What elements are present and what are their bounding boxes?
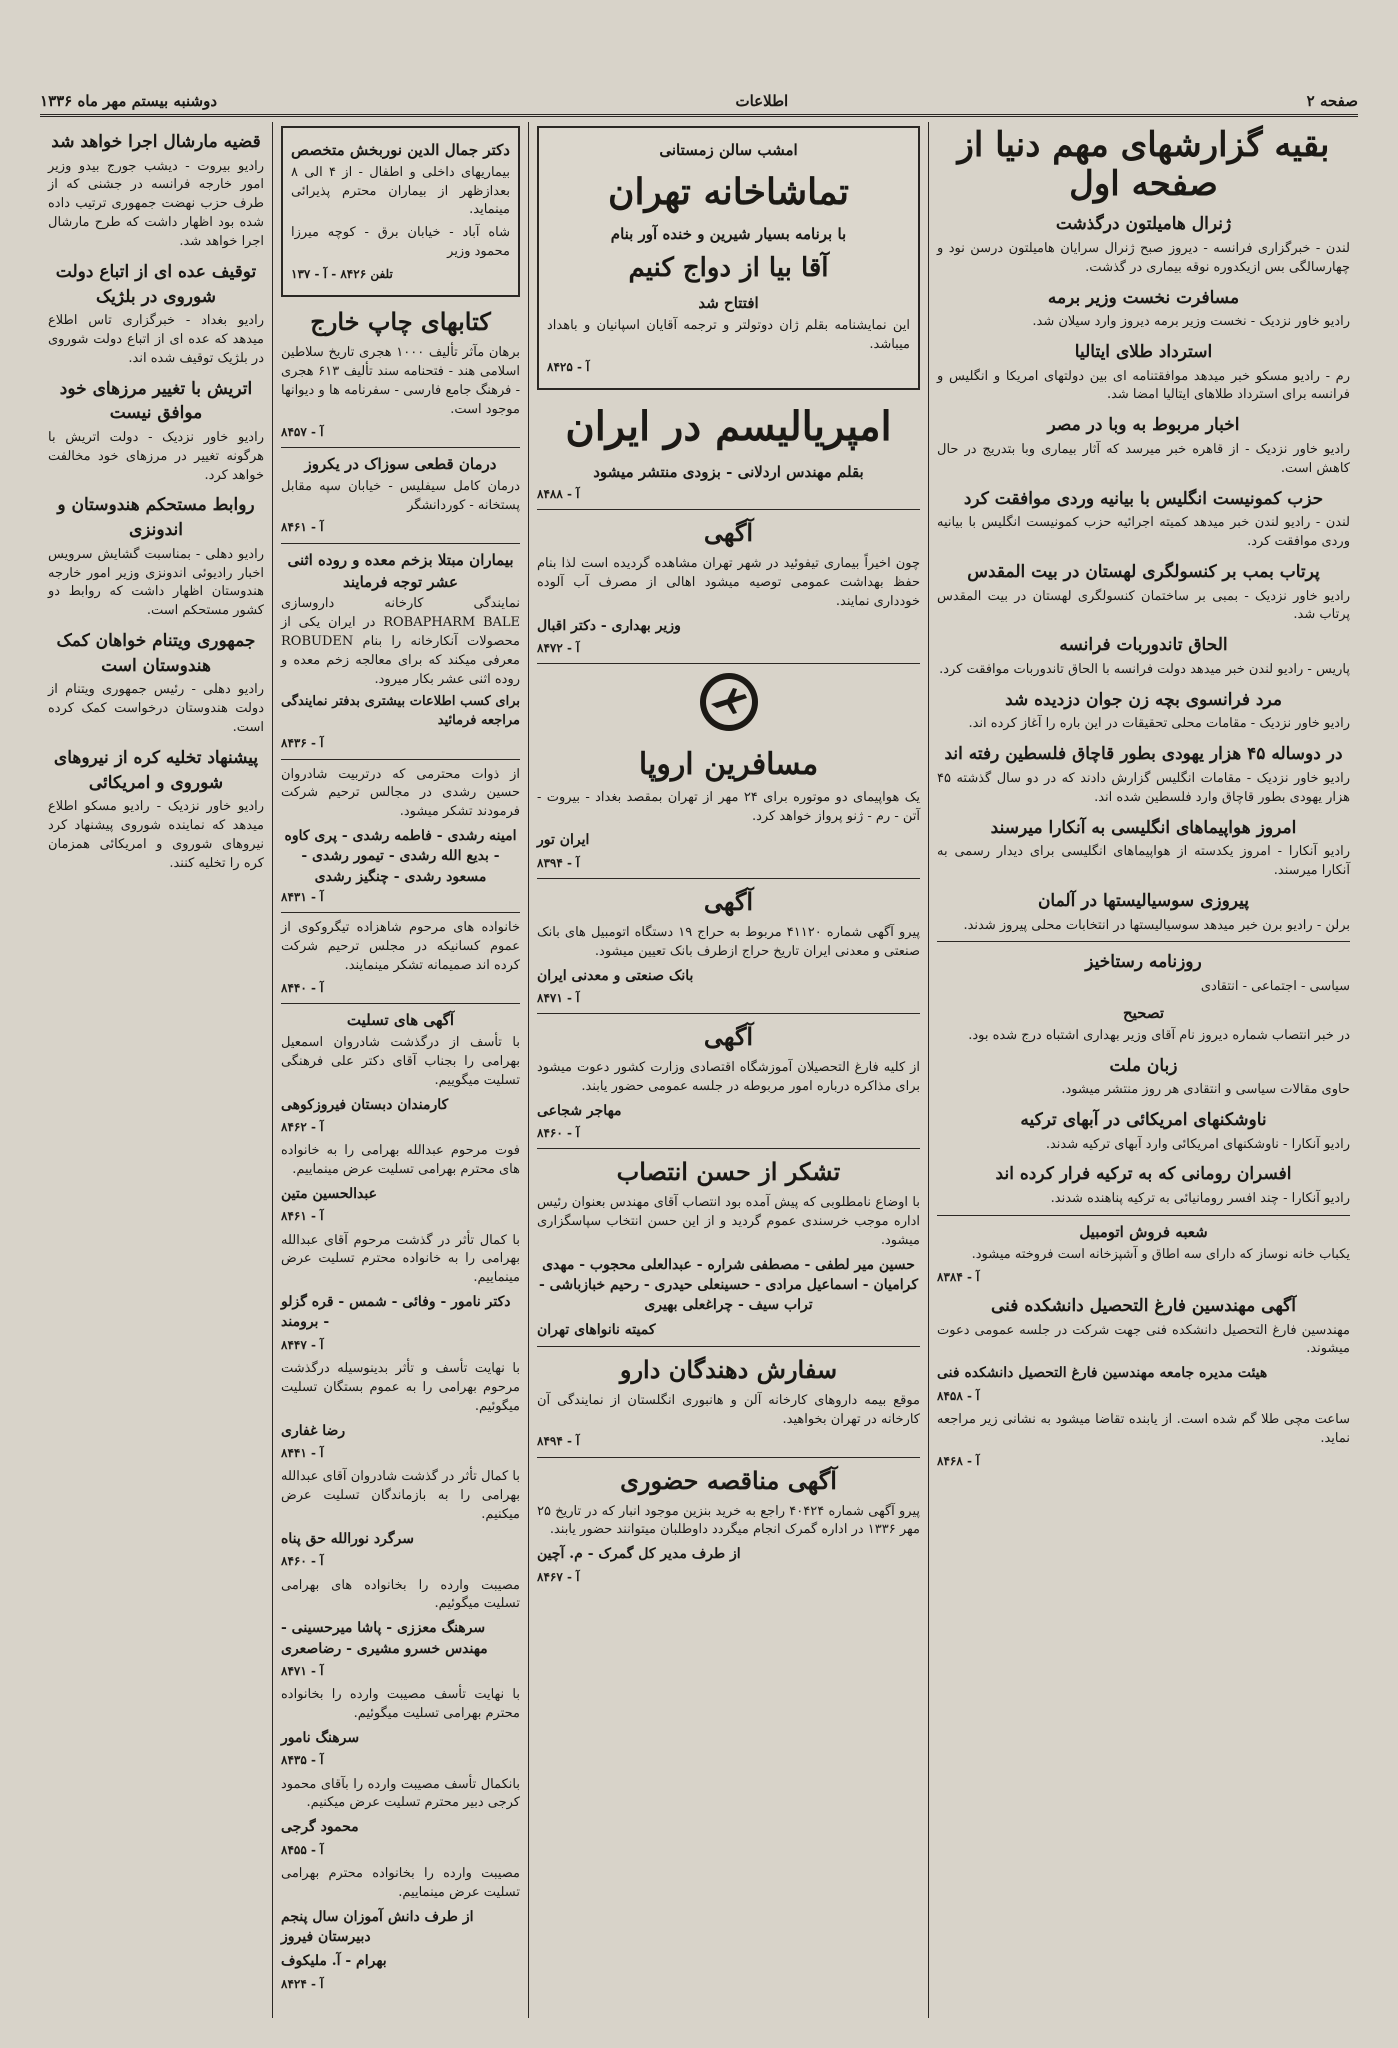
article-title: جمهوری ویتنام خواهان کمک هندوستان است [56,631,256,676]
article-text: لندن - رادیو لندن خبر میدهد کمیته اجرائیه حزب کمونیست انگلیس با بیانیه وردی موافقت کرد. [937,515,1350,550]
article-title: حزب کمونیست انگلیس با بیانیه وردی موافقت کرد [963,488,1324,509]
condolence-text: با نهایت تأسف و تأثر بدینوسیله درگذشت مرحوم بهرامی را به عموم بستگان تسلیت میگوئیم. [281,1361,520,1414]
ad-code: آ - ۸۴۷۱ [537,990,580,1005]
condolence-text: با کمال تأثر در گذشت شادروان آقای عبدالله بهرامی را به بازماندگان تسلیت عرض میکنیم. [281,1469,520,1523]
article-title: پرتاب بمب بر کنسولگری لهستان در بیت المقدس [967,561,1320,582]
divider [537,1013,920,1014]
divider [537,878,920,879]
condolence-signature: رضا غفاری [281,1422,346,1439]
ad-signature: هیئت مدیره جامعه مهندسین فارغ التحصیل دانشکده فنی [937,1365,1268,1382]
article-text: رادیو خاور نزدیک - رادیو مسکو اطلاع میدهد که نماینده شوروی پیشنهاد کرد نیروهای شوروی و امریکائی همزمان کره را تخلیه کنند. [48,799,264,871]
airline-signature: ایران تور [537,832,590,849]
article-text: رادیو خاور نزدیک - مقامات محلی تحقیقات در این باره را آغاز کرده اند. [968,716,1350,732]
article-title: امروز هواپیماهای انگلیسی به آنکارا میرسند [990,817,1297,838]
ad-code: آ - ۸۴۶۱ [281,1209,324,1224]
notice-signature: بانک صنعتی و معدنی ایران [537,967,694,984]
ad-code: آ - ۸۴۳۵ [281,1753,324,1768]
column-world-news [928,122,1358,2018]
condolence-text: بانکمال تأسف مصیبت وارده را بآقای محمود کرجی دبیر محترم تسلیت عرض میکنیم. [281,1776,520,1811]
article-text: رادیو آنکارا - امروز یکدسته از هواپیماهای انگلیسی برای دیدار رسمی به آنکارا میرسند. [937,844,1350,879]
divider [937,941,1350,942]
article-text: رادیو آنکارا - چند افسر رومانیائی به ترکیه پناهنده شدند. [1050,1191,1350,1207]
article-text: رادیو بیروت - دیشب جورج بیدو وزیر امور خارجه فرانسه در جشنی که از طرف حزب نهضت جمهوری ترتیب داده شده بود اظهار داشت که طرح مارشال اجرا خواهد شد. [48,158,264,250]
article-title: الحاق تاندوربات فرانسه [1059,635,1228,656]
thanks-title: تشکر از حسن انتصاب [616,1157,841,1187]
imperialism-title: امپریالیسم در ایران [565,403,892,451]
divider [281,543,520,544]
thanks-text: با اوضاع نامطلوبی که پیش آمده بود انتصاب آقای مهندس بعنوان رئیس اداره موجب خرسندی عموم گردید و از این حسن انتخاب سپاسگزاری میشود. [537,1195,920,1248]
ad-code: آ - ۸۴۶۰ [537,1126,580,1141]
family-text: خانواده های مرحوم شاهزاده تیگروکوی از عموم کسانیکه در مجلس ترحیم شرکت کرده اند صمیمانه تشکر مینمایند. [281,920,520,974]
article-text: رم - رادیو مسکو خبر میدهد موافقتنامه ای بین دولتهای امریکا و انگلیس و فرانسه برای استرداد طلاهای ایتالیا امضا شد. [937,368,1350,403]
article-title: استرداد طلای ایتالیا [1074,342,1213,362]
article-title: قضیه مارشال اجرا خواهد شد [51,132,261,152]
condolence-signature: کارمندان دبستان فیروزکوهی [281,1096,449,1113]
divider [281,912,520,913]
ad-code: آ - ۸۴۷۱ [281,1663,324,1678]
cure-text: درمان کامل سیفلیس - خیابان سپه مقابل پستخانه - کوردانشگر [281,478,520,513]
article-title: اخبار مربوط به وبا در مصر [1047,415,1240,436]
ad-code: آ - ۸۴۷۲ [537,640,580,655]
article-text: رادیو خاور نزدیک - نخست وزیر برمه دیروز وارد سیلان شد. [1032,314,1350,330]
ad-code: آ - ۸۴۴۱ [281,1445,324,1460]
article-title: توقیف عده ای از اتباع دولت شوروی در بلژیک [55,261,257,307]
ad-text: سیاسی - اجتماعی - انتقادی [1200,979,1350,995]
notice-title: آگهی [703,518,754,548]
correction-title: تصحیح [1122,1003,1165,1022]
doctor-text: بیماریهای داخلی و اطفال - از ۴ الی ۸ بعدازظهر از بیماران محترم پذیرائی مینماید. [291,164,510,218]
article-text: رادیو بغداد - خبرگزاری تاس اطلاع میدهد که عده ای از اتباع دولت شوروی در بلژیک توقیف شده اند. [48,313,264,366]
condolence-signature: سرهنگ معززی - پاشا میرحسینی - مهندس خسرو مشیری - رضاصعری [281,1620,488,1657]
notice-text: چون اخیراً بیماری تیفوئید در شهر تهران مشاهده گردیده است لذا بنام حفظ بهداشت عمومی توصیه میشود اهالی از مصرف آب آلوده خودداری نمایند. [537,556,920,609]
condolence-text: مصیبت وارده را بخانواده های بهرامی تسلیت میگوئیم. [281,1577,520,1612]
article-title: مرد فرانسوی بچه زن جوان دزدیده شد [1005,689,1282,710]
ulcer-signature: برای کسب اطلاعات بیشتری بدفتر نمایندگی مراجعه فرمائید [281,694,520,729]
tender-title: آگهی مناقصه حضوری [620,1465,837,1495]
ad-code: آ - ۸۴۵۵ [281,1842,324,1857]
condolence-signature: دکتر نامور - وفائی - شمس - قره گزلو - برومند [281,1294,511,1331]
airline-logo [537,670,920,741]
ad-code: آ - ۸۴۵۸ [937,1388,980,1403]
divider [281,447,520,448]
page-number: صفحه ۲ [1306,92,1358,110]
divider [281,759,520,760]
ad-code: آ - ۸۴۲۴ [281,1976,324,1991]
condolence-text: فوت مرحوم عبدالله بهرامی را به خانواده های محترم بهرامی تسلیت عرض مینماییم. [281,1143,520,1178]
thanks-signature: کمیته نانواهای تهران [537,1321,656,1338]
article-text: رادیو دهلی - بمناسبت گشایش سرویس اخبار رادیوئی اندونزی وزیر امور خارجه هندوستان اظهار داشت که روابط دو کشور مستحکم است. [48,546,264,619]
drug-title: سفارش دهندگان دارو [619,1354,838,1384]
article-title: افسران رومانی که به ترکیه فرار کرده اند [995,1164,1292,1185]
imperialism-author: بقلم مهندس اردلانی - بزودی منتشر میشود [593,463,864,482]
correction-text: در خبر انتصاب شماره دیروز نام آقای وزیر بهداری اشتباه درج شده بود. [968,1027,1350,1043]
notice-text: پیرو آگهی شماره ۴۱۱۲۰ مربوط به حراج ۱۹ دستگاه اتومبیل های بانک صنعتی و معدنی ایران تاریخ حراج ازطرف بانک تعیین میشود. [537,924,920,959]
ad-text: حاوی مقالات سیاسی و انتقادی هر روز منتشر میشود. [1061,1082,1350,1098]
ad-code: آ - ۸۴۳۱ [281,889,324,904]
column-world-news-continued [40,122,272,2018]
notice-signature: مهاجر شجاعی [537,1102,622,1119]
ad-code: آ - ۸۳۸۴ [937,1269,980,1284]
ulcer-title: بیماران مبتلا بزخم معده و روده اثنی عشر توجه فرمایند [287,550,514,591]
notice-signature: وزیر بهداری - دکتر اقبال [537,617,681,634]
divider [537,1148,920,1149]
airplane-emblem-icon [697,670,761,734]
theater-title: تماشاخانه تهران [608,170,849,213]
condolence-text: با تأسف از درگذشت شادروان اسمعیل بهرامی را بجناب آقای دکتر علی فرهنگی تسلیت میگوییم. [281,1035,520,1088]
column-ads [272,122,528,2018]
condolence-signature: بهرام - آ. ملیکوف [281,1953,387,1970]
notice-title: آگهی [703,887,754,917]
ad-code: آ - ۸۴۶۷ [537,1569,580,1584]
airline-title: مسافرین اروپا [638,747,819,783]
doctor-address: شاه آباد - خیابان برق - کوچه میرزا محمود وزیر [291,225,510,260]
condolence-signature: سرهنگ نامور [281,1729,360,1746]
article-text: پاریس - رادیو لندن خبر میدهد دولت فرانسه با الحاق تاندوربات موافقت کرد. [939,661,1350,677]
condolence-text: با کمال تأثر در گذشت مرحوم آقای عبدالله بهرامی را به خانواده محترم تسلیت عرض مینماییم. [281,1232,520,1286]
condolence-signature: سرگرد نورالله حق پناه [281,1530,414,1547]
divider [537,1346,920,1347]
divider [937,1215,1350,1216]
article-title: اتریش با تغییر مرزهای خود موافق نیست [59,378,253,424]
ad-code: آ - ۸۴۴۷ [281,1337,324,1352]
article-text: رادیو خاور نزدیک - دولت اتریش با هرگونه تغییر در مرزهای خود مخالفت خواهد کرد. [48,429,264,483]
article-title: پیروزی سوسیالیستها در آلمان [1037,890,1250,911]
ad-code: آ - ۸۴۶۰ [281,1554,324,1569]
theater-ad [537,126,920,390]
ad-title: زبان ملت [1109,1055,1178,1076]
divider [281,1003,520,1004]
ad-code: آ - ۸۴۸۸ [537,486,580,501]
thanks-names: امینه رشدی - فاطمه رشدی - پری کاوه - بدیع الله رشدی - تیمور رشدی - مسعود رشدی - چنگیز رشدی [284,828,517,885]
condolence-header: آگهی های تسلیت [346,1011,455,1030]
ad-text: مهندسین فارغ التحصیل دانشکده فنی جهت شرکت در جلسه عمومی دعوت میشوند. [937,1322,1350,1357]
main-headline: بقیه گزارشهای مهم دنیا از صفحه اول [957,125,1330,205]
thanks-text: از ذوات محترمی که درتربیت شادروان حسین رشدی در مجالس ترحیم شرکت فرمودند تشکر میشود. [281,766,520,820]
condolence-text: مصیبت وارده را بخانواده محترم بهرامی تسلیت عرض مینماییم. [281,1866,520,1900]
article-text: لندن - خبرگزاری فرانسه - دیروز صبح ژنرال سرایان هامیلتون درسن نود و چهارسالگی بس ازیکدوره نوقه بیماری در گذشت. [937,240,1350,275]
doctor-name: دکتر جمال الدین نوربخش متخصص [291,141,510,159]
theater-opening: افتتاح شد [698,294,759,313]
article-title: در دوساله ۴۵ هزار یهودی بطور قاچاق فلسطین رفته اند [944,744,1343,765]
ad-code: آ - ۸۴۶۲ [281,1119,324,1134]
cure-title: درمان قطعی سوزاک در یکروز [304,454,497,473]
ad-code: آ - ۸۳۹۴ [537,855,580,870]
article-text: رادیو آنکارا - ناوشکنهای امریکائی وارد آبهای ترکیه شدند. [1045,1136,1350,1152]
ad-code: تلفن ۸۴۲۶ - آ - ۱۳۷ [291,266,393,281]
article-title: ژنرال هامیلتون درگذشت [1055,214,1232,235]
drug-text: موقع بیمه داروهای کارخانه آلن و هانبوری انگلستان از نمایندگی آن کارخانه در تهران بخواهید. [537,1392,920,1427]
theater-text: این نمایشنامه بقلم ژان دوتولتر و ترجمه آقایان اسپانیان و باهداد میباشد. [547,318,910,352]
theater-play: آقا بیا از دواج کنیم [628,252,829,283]
ad-code: آ - ۸۴۹۴ [537,1434,580,1449]
divider [537,509,920,510]
ad-text: یکباب خانه نوساز که دارای سه اطاق و آشپزخانه است فروخته میشود. [971,1246,1350,1262]
ad-title: روزنامه رستاخیز [1085,952,1202,973]
article-text: رادیو دهلی - رئیس جمهوری ویتنام از دولت هندوستان درخواست کمک کرده است. [48,682,264,736]
books-text: برهان مآثر تألیف ۱۰۰۰ هجری تاریخ سلاطین اسلامی هند - فتحنامه سند تألیف ۶۱۳ هجری - فرهنگ جامع فارسی - سفرنامه ها و دیوانها موجود است. [281,345,520,417]
article-title: روابط مستحکم هندوستان و اندونزی [57,495,255,541]
condolence-text: با نهایت تأسف مصیبت وارده را بخانواده محترم بهرامی تسلیت میگوئیم. [281,1687,520,1722]
ad-code: آ - ۸۴۶۸ [937,1453,980,1468]
theater-intro: امشب سالن زمستانی [659,141,798,159]
ad-title: شعبه فروش اتومبیل [1079,1222,1208,1241]
ad-code: آ - ۸۴۵۷ [281,424,324,439]
article-text: برلن - رادیو برن خبر میدهد سوسیالیستها در انتخابات محلی پیروز شدند. [963,917,1350,933]
condolence-signature: محمود گرجی [281,1819,359,1836]
books-title: کتابهای چاپ خارج [310,307,491,337]
ad-code: آ - ۸۴۲۵ [547,359,590,374]
article-text: رادیو خاور نزدیک - بمبی بر ساختمان کنسولگری لهستان در بیت المقدس پرتاب شد. [937,588,1350,623]
ad-code: آ - ۸۴۳۶ [281,736,324,751]
tender-signature: از طرف مدیر کل گمرک - م. آچین [537,1546,741,1563]
article-text: رادیو خاور نزدیک - مقامات انگلیس گزارش دادند که در دو سال گذشته ۴۵ هزار یهودی بطور قاچاق وارد فلسطین شده اند. [937,770,1350,805]
article-text: رادیو خاور نزدیک - از قاهره خبر میرسد که آثار بیماری وبا بتدریج در حال کاهش است. [937,441,1350,476]
airline-text: یک هواپیمای دو موتوره برای ۲۴ مهر از تهران بمقصد بغداد - بیروت - آتن - رم - ژنو پرواز خواهد کرد. [537,789,920,824]
article-title: پیشنهاد تخلیه کره از نیروهای شوروی و امریکائی [53,747,259,793]
tender-text: پیرو آگهی شماره ۴۰۴۲۴ راجع به خرید بنزین موجود انبار که در تاریخ ۲۵ مهر ۱۳۳۶ در اداره گمرک انجام میگردد داوطلبان میتوانند حضور یابند. [537,1503,920,1538]
condolence-signature: از طرف دانش آموزان سال پنجم دبیرستان فیروز [281,1908,474,1945]
column-notices [528,122,928,2018]
doctor-ad [281,126,520,297]
paper-name: اطلاعات [735,92,789,110]
divider [537,663,920,664]
condolence-signature: عبدالحسین متین [281,1185,377,1202]
divider [537,1457,920,1458]
issue-date: دوشنبه بیستم مهر ماه ۱۳۳۶ [40,92,218,110]
notice-text: از کلیه فارغ التحصیلان آموزشگاه اقتصادی وزارت کشور دعوت میشود برای مذاکره درباره امور مربوطه در جلسه عمومی حضور یابند. [537,1060,920,1094]
ad-title: آگهی مهندسین فارغ التحصیل دانشکده فنی [991,1295,1296,1316]
ulcer-text: نمایندگی کارخانه داروسازی ROBAPHARM BALE در ایران یکی از محصولات آنکارخانه را بنام ROBUDEN معرفی میکند که برای معالجه زخم معده و روده اثنی عشر بکار میرود. [281,596,521,687]
ad-code: آ - ۸۴۶۱ [281,520,324,535]
masthead [40,88,1358,117]
ad-text: ساعت مچی طلا گم شده است. از یابنده تقاضا میشود به نشانی زیر مراجعه نماید. [937,1411,1350,1446]
thanks-names: حسین میر لطفی - مصطفی شراره - عبدالعلی محجوب - مهدی کرامیان - اسماعیل مرادی - حسینعلی حیدری - رحیم خبازباشی - تراب سیف - چراغعلی بهیری [538,1256,919,1314]
ad-code: آ - ۸۴۴۰ [281,980,324,995]
theater-with: با برنامه بسیار شیرین و خنده آور بنام [610,224,847,243]
notice-title: آگهی [703,1022,754,1052]
article-title: ناوشکنهای امریکائی در آبهای ترکیه [1020,1109,1267,1130]
article-title: مسافرت نخست وزیر برمه [1047,287,1240,308]
columns [40,122,1358,2018]
